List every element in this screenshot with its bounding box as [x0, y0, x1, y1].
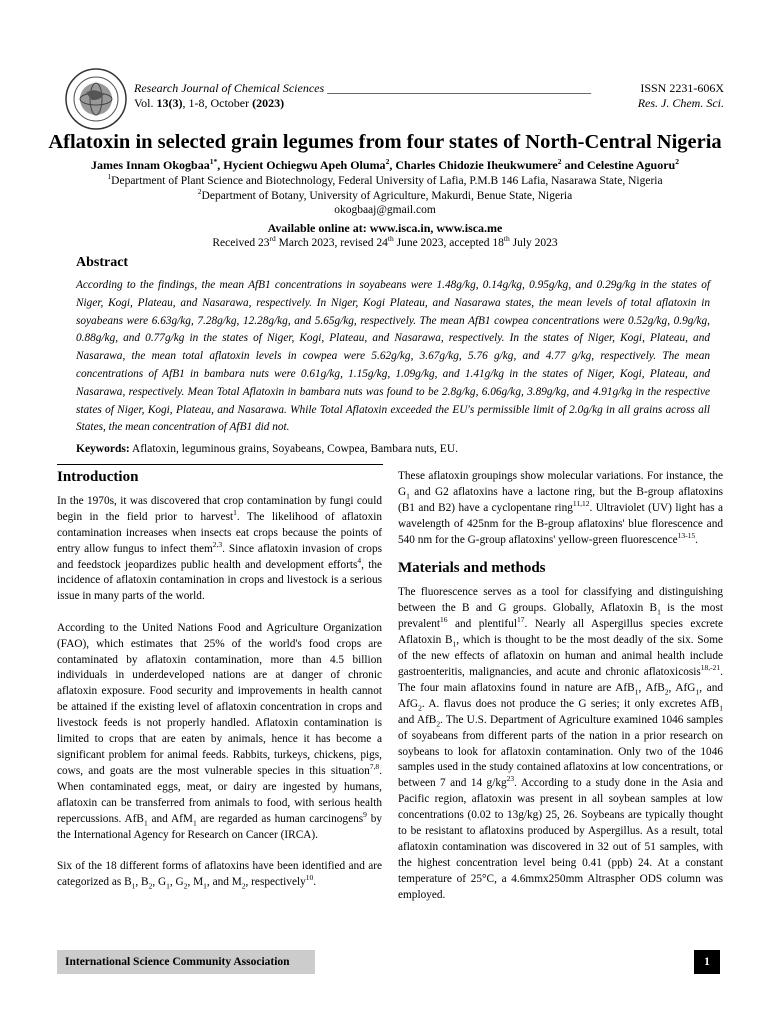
journal-header-left [134, 81, 592, 111]
isca-logo [64, 67, 128, 131]
right-intro-paragraph: These aflatoxin groupings show molecular variations. For instance, the $G_1$ and G2 aflatoxins have a lactone ring, but the B-group aflatoxins (B1 and B2) have a cyclopentane ring$^{11,12}$. Ultraviolet (UV) light has a wavelength of 425nm for the B-group aflatoxins' blue florescence and 540 nm for the G-group aflatoxins' yellow-green fluorescence$^{13-15}$. [398, 470, 723, 546]
intro-paragraph-1: In the 1970s, it was discovered that crop contamination by fungi could begin in the field prior to harvest$^1$. The likelihood of aflatoxin contamination increases when insects eat crops because the points of entry allow fungus to infect them$^{2,3}$. Since aflatoxin invasion of crops and feedstock jeopardizes public health and development efforts$^4$, the incidence of aflatoxin contamination in crops and livestock is a serious issue in many parts of the world. [57, 494, 383, 603]
intro-paragraph-2: According to the United Nations Food and Agriculture Organization (FAO), which estimates that 25% of the world's food crops are contaminated by aflatoxin contamination, more than 4.5 billion individuals in underdeveloped nations are at danger of chronic aflatoxin exposure. Food security and improvements in health cannot be attained if the existing level of aflatoxin concentration in crops and livestock feeds is not properly handled. Aflatoxin contamination is limited to crops that are eaten by animals, hence it has become a significant problem for animal feeds. Rabbits, turkeys, chickens, pigs, cows, and goats are the most vulnerable species in this situation$^{7,8}$. When contaminated eggs, meat, or dairy are ingested by humans, aflatoxin can be transferred from animals to food, with serious health repercussions. AfB$_1$ and AfM$_1$ are regarded as human carcinogens$^9$ by the International Agency for Research on Cancer (IRCA). [57, 621, 383, 841]
abstract-text: According to the findings, the mean AfB1 concentrations in soyabeans were 1.48g/kg, 0.14g/kg, 0.95g/kg, and 0.29g/kg in the states of Niger, Kogi, Plateau, and Nasarawa, respectively. In Niger, Kogi Plateau, and Nasarawa states, the mean levels of total aflatoxin in soyabeans were 6.63g/kg, 7.28g/kg, 12.28g/kg, and 5.65g/kg, respectively. The mean AfB1 cowpea concentrations were 0.52g/kg, 0.9g/kg, 0.88g/kg, and 0.77g/kg in the states of Niger, Kogi, Plateau, and Nasarawa, respectively. In the states of Niger, Kogi, Plateau, and Nasarawa, the mean total aflatoxin levels in cowpea were 5.62g/kg, 3.67g/kg, 5.76 g/kg, and 4.77 g/kg, respectively. The mean concentrations of AfB1 in bambara nuts were 0.61g/kg, 1.15g/kg, 1.09g/kg, and 1.41g/kg in the states of Niger, Kogi, Plateau, and Nasarawa, respectively. Mean Total Aflatoxin in bambara nuts was found to be 2.8g/kg, 6.06g/kg, 3.89g/kg, and 4.91g/kg in the respective states of Niger, Kogi, Plateau, and Nasarawa. While Total Aflatoxin exceeded the EU's permissible limit of 2.0g/kg in all grains across all States, the mean concentration of AfB1 did not. [76, 279, 710, 434]
methods-heading: Materials and methods [398, 559, 546, 576]
introduction-heading: Introduction [57, 469, 139, 485]
methods-paragraph: The fluorescence serves as a tool for classifying and distinguishing between the B and G groups. Globally, Aflatoxin $B_1$ is the most prevalent$^{16}$ and plentiful$^{17}$. Nearly all Aspergillus species excrete Aflatoxin $B_1$, which is thought to be the most deadly of the six. Some of the new effects of aflatoxin on human and animal health include gastroenteritis, malignancies, and acute and chronic aflatoxicosis$^{18,-21}$. The four main aflatoxins found in nature are AfB$_1$, AfB$_2$, AfG$_1$, and AfG$_2$. A. flavus does not produce the G series; it only excretes AfB$_1$ and AfB$_2$. The U.S. Department of Agriculture examined 1046 samples of soyabeans from different parts of the nation in a prior research on soybeans to look for aflatoxin contamination. Only two of the 1046 samples used in the study contained aflatoxins at low concentrations, or between 7 and 14 $g/kg^{23}$. According to a study done in the Asia and Pacific region, aflatoxin was present in all soybean samples at low concentrations (0.02 to 13g/kg) 25, 26. Soybeans are typically thought to be resistant to aflatoxins produced by Aspergillus. As a result, total aflatoxin contamination was discovered in 32 out of 51 samples, with the highest concentration level being 0.41 (ppb) 24. At a constant temperature of 25°C, a 4.6mmx250mm Altraspher ODS column was employed. [398, 586, 724, 901]
paper-title: Aflatoxin in selected grain legumes from four states of North-Central Nigeria [48, 131, 722, 153]
affiliations [0, 174, 770, 218]
journal-abbrev: Res. J. Chem. Sci. [637, 96, 724, 110]
right-column [398, 469, 723, 919]
abstract-heading: Abstract [76, 255, 129, 270]
issn: ISSN 2231-606X [640, 81, 724, 95]
journal-name: Research Journal of Chemical Sciences ____________________________________________ [134, 81, 592, 95]
footer-organization: International Science Community Association [57, 950, 315, 974]
author-list: James Innam Okogbaa$^{1*}$, Hycient Ochiegwu Apeh Oluma$^2$, Charles Chidozie Iheukwumere$^2$ and Celestine Aguoru$^2$ [91, 157, 679, 172]
availability-line[interactable]: Available online at: www.isca.in, www.isca.me [267, 221, 503, 235]
affiliation-1: $^1$Department of Plant Science and Biotechnology, Federal University of Lafia, P.M.B 146 Lafia, Nasarawa State, Nigeria [107, 172, 663, 187]
author-email[interactable]: okogbaaj@gmail.com [334, 204, 436, 216]
keywords: Keywords: Aflatoxin, leguminous grains, Soyabeans, Cowpea, Bambara nuts, EU. [76, 443, 459, 455]
received-dates: Received 23rd March 2023, revised 24th June 2023, accepted 18th July 2023 [212, 234, 558, 249]
divider [57, 464, 383, 465]
journal-header-right [560, 81, 724, 111]
intro-paragraph-3: Six of the 18 different forms of aflatoxins have been identified and are categorized as $B_1$, $B_2$, $G_1$, $G_2$, $M_1$, and $M_2$, respectively$^{10}$. [57, 859, 382, 891]
left-column [57, 470, 382, 906]
page-number: 1 [694, 950, 720, 974]
volume-line: Vol. 13(3), 1-8, October (2023) [134, 96, 285, 110]
affiliation-2: $^2$Department of Botany, University of Agriculture, Makurdi, Benue State, Nigeria [197, 186, 573, 202]
